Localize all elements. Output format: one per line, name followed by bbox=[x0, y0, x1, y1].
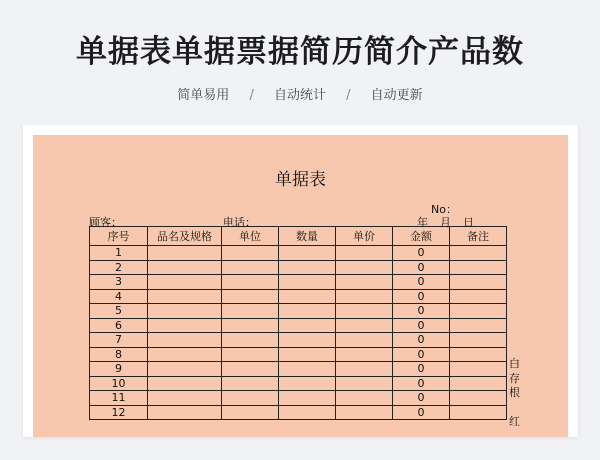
cell-index: 12 bbox=[90, 405, 148, 420]
cell-quantity[interactable] bbox=[279, 391, 336, 406]
cell-amount: 0 bbox=[393, 347, 450, 362]
date-year: 年 bbox=[417, 216, 428, 229]
cell-unit[interactable] bbox=[222, 376, 279, 391]
tag-auto-stats: 自动统计 bbox=[273, 88, 326, 103]
cell-amount: 0 bbox=[393, 260, 450, 275]
cell-product[interactable] bbox=[148, 347, 222, 362]
cell-product[interactable] bbox=[148, 391, 222, 406]
date-day: 日 bbox=[463, 216, 474, 229]
cell-index: 11 bbox=[90, 391, 148, 406]
cell-index: 4 bbox=[90, 289, 148, 304]
cell-index: 9 bbox=[90, 362, 148, 377]
col-header-unit: 单位 bbox=[222, 227, 279, 246]
col-header-product: 品名及规格 bbox=[148, 227, 222, 246]
customer-label: 顾客： bbox=[89, 216, 122, 229]
feature-tags bbox=[0, 84, 600, 103]
number-label: No： bbox=[431, 203, 457, 216]
cell-quantity[interactable] bbox=[279, 333, 336, 348]
cell-unit[interactable] bbox=[222, 318, 279, 333]
cell-product[interactable] bbox=[148, 289, 222, 304]
cell-index: 8 bbox=[90, 347, 148, 362]
cell-quantity[interactable] bbox=[279, 376, 336, 391]
cell-price[interactable] bbox=[336, 405, 393, 420]
cell-price[interactable] bbox=[336, 275, 393, 290]
cell-unit[interactable] bbox=[222, 289, 279, 304]
cell-price[interactable] bbox=[336, 333, 393, 348]
table-row bbox=[90, 391, 507, 406]
cell-remark[interactable] bbox=[450, 333, 507, 348]
cell-amount: 0 bbox=[393, 246, 450, 261]
date-month: 月 bbox=[440, 216, 451, 229]
cell-unit[interactable] bbox=[222, 347, 279, 362]
cell-index: 1 bbox=[90, 246, 148, 261]
cell-remark[interactable] bbox=[450, 304, 507, 319]
cell-product[interactable] bbox=[148, 333, 222, 348]
cell-amount: 0 bbox=[393, 362, 450, 377]
cell-price[interactable] bbox=[336, 347, 393, 362]
table-row bbox=[90, 304, 507, 319]
cell-remark[interactable] bbox=[450, 347, 507, 362]
cell-index: 7 bbox=[90, 333, 148, 348]
copy-note-char: 根 bbox=[509, 386, 520, 399]
copy-note-char: 存 bbox=[509, 371, 520, 385]
cell-amount: 0 bbox=[393, 318, 450, 333]
cell-amount: 0 bbox=[393, 289, 450, 304]
receipt-sheet bbox=[33, 135, 568, 437]
cell-product[interactable] bbox=[148, 376, 222, 391]
cell-unit[interactable] bbox=[222, 304, 279, 319]
col-header-remark: 备注 bbox=[450, 227, 507, 246]
preview-card bbox=[23, 125, 578, 437]
table-row bbox=[90, 289, 507, 304]
table-row bbox=[90, 260, 507, 275]
phone-label: 电话： bbox=[223, 216, 256, 229]
cell-remark[interactable] bbox=[450, 362, 507, 377]
cell-unit[interactable] bbox=[222, 362, 279, 377]
cell-price[interactable] bbox=[336, 260, 393, 275]
cell-remark[interactable] bbox=[450, 391, 507, 406]
cell-quantity[interactable] bbox=[279, 347, 336, 362]
cell-product[interactable] bbox=[148, 260, 222, 275]
copy-note-char: 白 bbox=[509, 357, 520, 370]
cell-unit[interactable] bbox=[222, 391, 279, 406]
cell-index: 3 bbox=[90, 275, 148, 290]
cell-quantity[interactable] bbox=[279, 289, 336, 304]
cell-index: 10 bbox=[90, 376, 148, 391]
table-row bbox=[90, 318, 507, 333]
cell-quantity[interactable] bbox=[279, 275, 336, 290]
cell-amount: 0 bbox=[393, 275, 450, 290]
cell-quantity[interactable] bbox=[279, 304, 336, 319]
cell-price[interactable] bbox=[336, 304, 393, 319]
copy-note bbox=[509, 357, 523, 430]
cell-unit[interactable] bbox=[222, 246, 279, 261]
cell-unit[interactable] bbox=[222, 260, 279, 275]
table-row bbox=[90, 333, 507, 348]
cell-price[interactable] bbox=[336, 391, 393, 406]
cell-remark[interactable] bbox=[450, 275, 507, 290]
page-title: 单据表单据票据简历简介产品数 bbox=[76, 34, 524, 70]
table-row bbox=[90, 405, 507, 420]
col-header-price: 单价 bbox=[336, 227, 393, 246]
table-header-row bbox=[90, 227, 507, 246]
cell-remark[interactable] bbox=[450, 405, 507, 420]
copy-note-char: 红 bbox=[509, 415, 520, 428]
tag-separator: / bbox=[346, 88, 351, 103]
cell-quantity[interactable] bbox=[279, 362, 336, 377]
tag-easy: 简单易用 bbox=[177, 88, 230, 103]
cell-price[interactable] bbox=[336, 362, 393, 377]
receipt-table bbox=[89, 226, 507, 420]
cell-unit[interactable] bbox=[222, 333, 279, 348]
cell-unit[interactable] bbox=[222, 275, 279, 290]
cell-amount: 0 bbox=[393, 376, 450, 391]
cell-remark[interactable] bbox=[450, 260, 507, 275]
table-row bbox=[90, 347, 507, 362]
cell-index: 2 bbox=[90, 260, 148, 275]
cell-product[interactable] bbox=[148, 304, 222, 319]
cell-product[interactable] bbox=[148, 246, 222, 261]
cell-quantity[interactable] bbox=[279, 246, 336, 261]
table-row bbox=[90, 362, 507, 377]
cell-amount: 0 bbox=[393, 304, 450, 319]
cell-quantity[interactable] bbox=[279, 260, 336, 275]
cell-remark[interactable] bbox=[450, 246, 507, 261]
cell-product[interactable] bbox=[148, 362, 222, 377]
cell-product[interactable] bbox=[148, 318, 222, 333]
cell-product[interactable] bbox=[148, 275, 222, 290]
table-row bbox=[90, 376, 507, 391]
cell-product[interactable] bbox=[148, 405, 222, 420]
cell-price[interactable] bbox=[336, 376, 393, 391]
cell-remark[interactable] bbox=[450, 376, 507, 391]
table-row bbox=[90, 246, 507, 261]
cell-remark[interactable] bbox=[450, 318, 507, 333]
cell-amount: 0 bbox=[393, 405, 450, 420]
col-header-index: 序号 bbox=[90, 227, 148, 246]
cell-remark[interactable] bbox=[450, 289, 507, 304]
cell-unit[interactable] bbox=[222, 405, 279, 420]
table-row bbox=[90, 275, 507, 290]
cell-index: 5 bbox=[90, 304, 148, 319]
col-header-amount: 金额 bbox=[393, 227, 450, 246]
tag-separator: / bbox=[249, 88, 254, 103]
form-title: 单据表 bbox=[275, 170, 326, 190]
cell-amount: 0 bbox=[393, 391, 450, 406]
cell-index: 6 bbox=[90, 318, 148, 333]
cell-quantity[interactable] bbox=[279, 318, 336, 333]
copy-note-char bbox=[509, 401, 523, 416]
cell-price[interactable] bbox=[336, 246, 393, 261]
cell-price[interactable] bbox=[336, 318, 393, 333]
col-header-quantity: 数量 bbox=[279, 227, 336, 246]
tag-auto-update: 自动更新 bbox=[370, 88, 423, 103]
cell-amount: 0 bbox=[393, 333, 450, 348]
cell-price[interactable] bbox=[336, 289, 393, 304]
cell-quantity[interactable] bbox=[279, 405, 336, 420]
